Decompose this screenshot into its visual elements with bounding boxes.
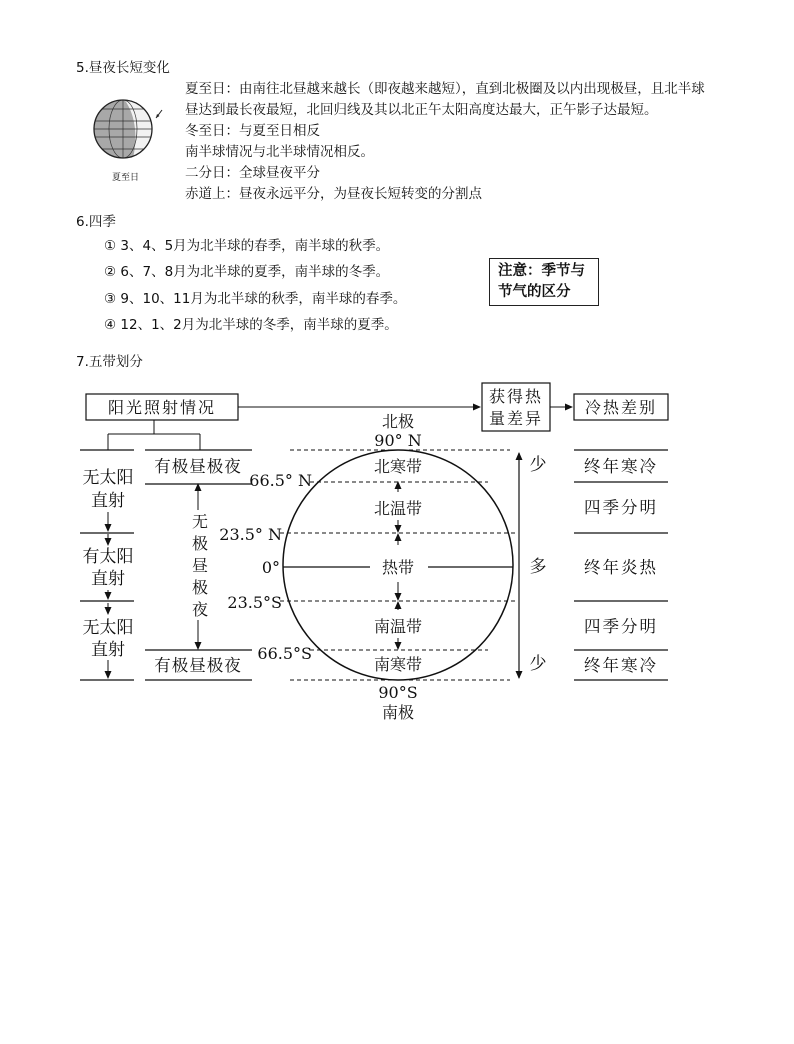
sec5-line-5: 二分日：全球昼夜平分 xyxy=(185,165,320,181)
no-polar-5: 夜 xyxy=(191,600,209,619)
left-sun-2-l2: 直射 xyxy=(91,569,125,589)
left-sun-1-l1: 无太阳 xyxy=(82,468,134,488)
polar-day-night-top: 有极昼极夜 xyxy=(154,457,242,476)
diff-frigid-south: 终年寒冷 xyxy=(584,656,658,675)
no-polar-4: 极 xyxy=(191,578,209,597)
sec5-line-4: 南半球情况与北半球情况相反。 xyxy=(185,144,374,160)
no-polar-1: 无 xyxy=(191,512,209,531)
heat-little-bottom: 少 xyxy=(529,654,547,674)
diff-box-label: 冷热差别 xyxy=(584,398,658,417)
heat-box-line-2: 量差异 xyxy=(488,409,544,428)
zone-north-frigid: 北寒带 xyxy=(373,457,423,476)
section-5-heading: 5.昼夜长短变化 xyxy=(76,60,170,76)
sec5-line-6: 赤道上：昼夜永远平分，为昼夜长短转变的分割点 xyxy=(185,186,482,202)
north-pole-lat: 90° N xyxy=(374,431,422,450)
note-line-1: 注意：季节与 xyxy=(498,263,585,279)
south-pole-lat: 90°S xyxy=(378,683,418,702)
left-sun-1-l2: 直射 xyxy=(91,491,125,511)
sec5-line-2: 昼达到最长夜最短，北回归线及其以北正午太阳高度达最大，正午影子达最短。 xyxy=(185,102,658,118)
sunlight-box-label: 阳光照射情况 xyxy=(107,398,217,417)
lat-0: 0° xyxy=(261,558,280,577)
section-6-heading: 6.四季 xyxy=(76,214,116,230)
zone-north-temperate: 北温带 xyxy=(373,499,423,518)
lat-235n: 23.5° N xyxy=(219,525,282,544)
left-sun-3-l2: 直射 xyxy=(91,640,125,660)
diff-temperate-south: 四季分明 xyxy=(584,617,658,636)
season-item-4: ④ 12、1、2月为北半球的冬季，南半球的夏季。 xyxy=(104,317,398,333)
zone-south-frigid: 南寒带 xyxy=(373,655,423,674)
sec5-line-3: 冬至日：与夏至日相反 xyxy=(185,123,320,139)
heat-little-top: 少 xyxy=(529,455,547,475)
left-sun-2-l1: 有太阳 xyxy=(82,547,134,567)
diff-temperate-north: 四季分明 xyxy=(584,498,658,517)
note-line-2: 节气的区分 xyxy=(498,284,571,300)
diff-tropical: 终年炎热 xyxy=(584,558,658,577)
season-item-2: ② 6、7、8月为北半球的夏季，南半球的冬季。 xyxy=(104,264,390,280)
lat-665n: 66.5° N xyxy=(249,471,312,490)
south-pole-label: 南极 xyxy=(381,703,415,722)
north-pole-label: 北极 xyxy=(381,412,415,431)
heat-much: 多 xyxy=(529,557,547,577)
section-7-heading: 7.五带划分 xyxy=(76,354,143,370)
sec5-line-1: 夏至日：由南往北昼越来越长（即夜越来越短），直到北极圈及以内出现极昼，且北半球 xyxy=(185,81,705,97)
globe-caption: 夏至日 xyxy=(112,173,140,183)
no-polar-3: 昼 xyxy=(191,556,209,575)
zone-south-temperate: 南温带 xyxy=(373,617,423,636)
zone-tropical: 热带 xyxy=(381,558,415,577)
season-item-3: ③ 9、10、11月为北半球的秋季，南半球的春季。 xyxy=(104,291,407,307)
polar-day-night-bottom: 有极昼极夜 xyxy=(154,656,242,675)
season-item-1: ① 3、4、5月为北半球的春季，南半球的秋季。 xyxy=(104,238,390,254)
lat-665s: 66.5°S xyxy=(257,644,312,663)
heat-box-line-1: 获得热 xyxy=(488,387,544,406)
left-sun-3-l1: 无太阳 xyxy=(82,618,134,638)
diff-frigid-north: 终年寒冷 xyxy=(584,457,658,476)
lat-235s: 23.5°S xyxy=(227,593,282,612)
no-polar-2: 极 xyxy=(191,534,209,553)
